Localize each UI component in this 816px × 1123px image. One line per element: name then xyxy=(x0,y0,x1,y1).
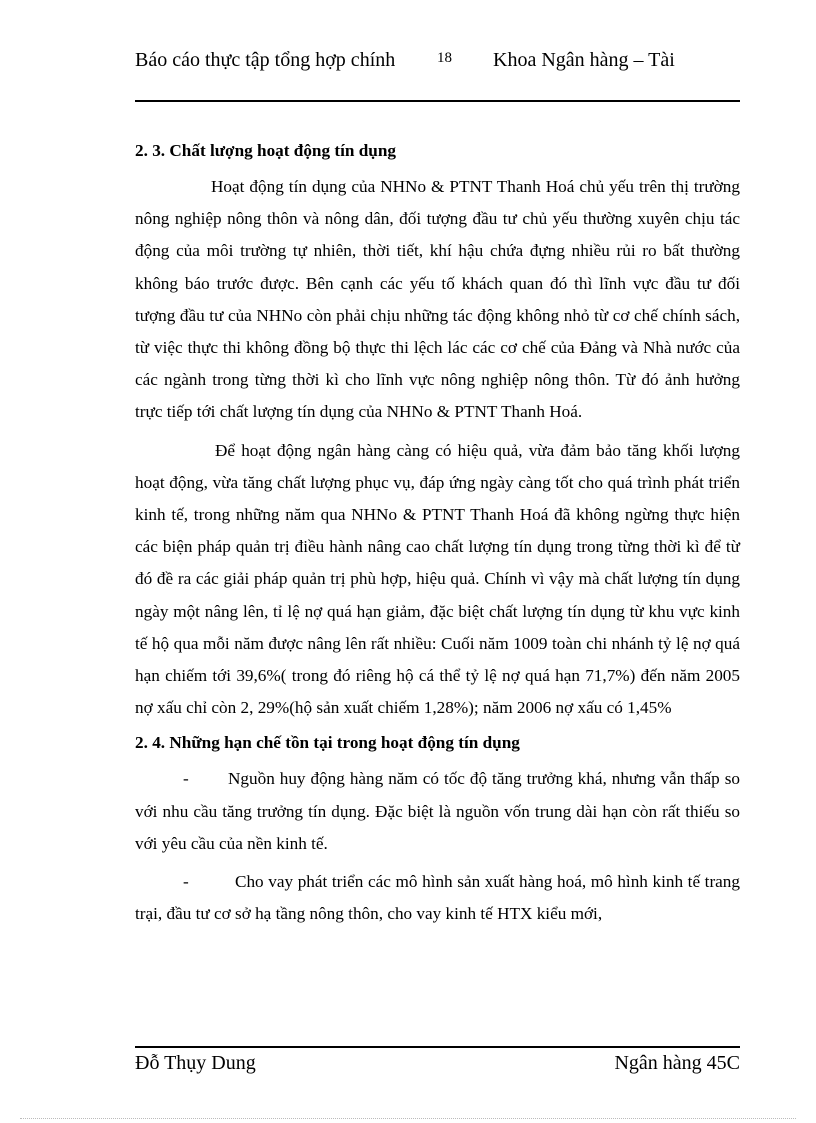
section-heading-limitations: 2. 4. Những hạn chế tồn tại trong hoạt động tín dụng xyxy=(135,733,520,753)
header-faculty: Khoa Ngân hàng – Tài xyxy=(493,49,675,71)
document-body xyxy=(135,138,740,936)
bullet-item xyxy=(135,866,740,930)
paragraph: Để hoạt động ngân hàng càng có hiệu quả, vừa đảm bảo tăng khối lượng hoạt động, vừa tăng chất lượng phục vụ, đáp ứng ngày càng tốt cho quá trình phát triển kinh tế, trong những năm qua NHNo & PTNT Thanh Hoá đã không ngừng thực hiện các biện pháp quản trị điều hành nâng cao chất lượng tín dụng trong từng thời kì để từ đó đề ra các giải pháp quản trị phù hợp, hiệu quả. Chính vì vậy mà chất lượng tín dụng ngày một nâng lên, tỉ lệ nợ quá hạn giảm, đặc biệt chất lượng tín dụng từ khu vực kinh tế hộ qua mỗi năm được nâng lên rất nhiều: Cuối năm 1009 toàn chi nhánh tỷ lệ nợ quá hạn chiếm tới 39,6%( trong đó riêng hộ cá thể tỷ lệ nợ quá hạn 71,7%) đến năm 2005 nợ xấu chỉ còn 2, 29%(hộ sản xuất chiếm 1,28%); năm 2006 nợ xấu có 1,45% xyxy=(135,440,740,718)
bullet-dash: - xyxy=(183,872,189,892)
page-header xyxy=(135,48,740,102)
page-number: 18 xyxy=(437,50,452,66)
footer-class: Ngân hàng 45C xyxy=(614,1052,740,1074)
paragraph: Hoạt động tín dụng của NHNo & PTNT Thanh Hoá chủ yếu trên thị trường nông nghiệp nông thôn và nông dân, đối tượng đầu tư chủ yếu thường xuyên chịu tác động của môi trường tự nhiên, thời tiết, khí hậu chứa đựng nhiều rủi ro bất thường không báo trước được. Bên cạnh các yếu tố khách quan đó thì lĩnh vực đầu tư đối tượng đầu tư của NHNo còn phải chịu những tác động không nhỏ từ cơ chế chính sách, từ việc thực thi không đồng bộ thực thi lệch lác các cơ chế của Đảng và Nhà nước của các ngành trong từng thời kì cho lĩnh vực nông nghiệp nông thôn. Từ đó ảnh hưởng trực tiếp tới chất lượng tín dụng của NHNo & PTNT Thanh Hoá. xyxy=(135,177,740,422)
footer-author: Đỗ Thụy Dung xyxy=(135,1052,256,1074)
page-footer xyxy=(135,1046,740,1082)
bullet-dash: - xyxy=(183,769,189,789)
page-bottom-divider xyxy=(20,1118,796,1119)
bullet-text: Cho vay phát triển các mô hình sản xuất hàng hoá, mô hình kinh tế trang trại, đầu tư cơ sở hạ tầng nông thôn, cho vay kinh tế HTX kiểu mới, xyxy=(135,872,740,924)
header-report-title: Báo cáo thực tập tổng hợp chính xyxy=(135,49,396,71)
section-heading-credit-quality: 2. 3. Chất lượng hoạt động tín dụng xyxy=(135,141,397,160)
bullet-text: Nguồn huy động hàng năm có tốc độ tăng trưởng khá, nhưng vẫn thấp so với nhu cầu tăng trưởng tín dụng. Đặc biệt là nguồn vốn trung dài hạn còn rất thiếu so với yêu cầu của nền kinh tế. xyxy=(135,769,740,853)
bullet-item xyxy=(135,763,740,860)
